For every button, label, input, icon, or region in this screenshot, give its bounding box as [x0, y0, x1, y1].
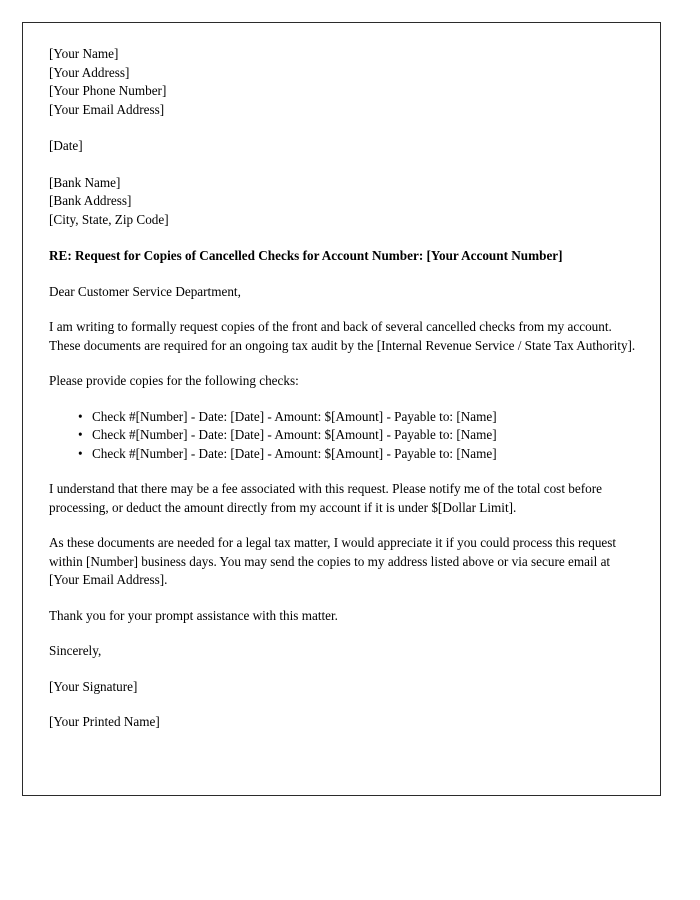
- sender-address-block: [49, 45, 637, 119]
- recipient-address-block: [49, 174, 637, 230]
- recipient-bank-name: [Bank Name]: [49, 174, 121, 190]
- check-item-text: Check #[Number] - Date: [Date] - Amount: $[Amount] - Payable to: [Name]: [92, 445, 497, 461]
- sender-name: [Your Name]: [49, 46, 119, 61]
- sender-address: [Your Address]: [49, 64, 130, 80]
- signature-placeholder: [Your Signature]: [49, 678, 138, 694]
- body-paragraph-thanks: Thank you for your prompt assistance with this matter.: [49, 607, 338, 623]
- subject-line: RE: Request for Copies of Cancelled Checks for Account Number: [Your Account Number]: [49, 248, 563, 263]
- sender-phone: [Your Phone Number]: [49, 83, 167, 98]
- bullet-icon: •: [78, 427, 83, 442]
- recipient-city-state-zip: [City, State, Zip Code]: [49, 211, 169, 227]
- printed-name-placeholder: [Your Printed Name]: [49, 714, 160, 729]
- bullet-icon: •: [78, 408, 83, 424]
- list-item: [78, 408, 637, 427]
- check-item-text: Check #[Number] - Date: [Date] - Amount: $[Amount] - Payable to: [Name]: [92, 427, 497, 442]
- sender-email: [Your Email Address]: [49, 101, 165, 117]
- salutation: Dear Customer Service Department,: [49, 283, 241, 299]
- list-item: [78, 426, 637, 445]
- check-item-text: Check #[Number] - Date: [Date] - Amount: $[Amount] - Payable to: [Name]: [92, 408, 497, 424]
- body-paragraph-fee: I understand that there may be a fee associated with this request. Please notify me of the total cost before processing, or deduct the amount directly from my account if it is under $[Dollar Limit].: [49, 481, 602, 515]
- body-paragraph-request: I am writing to formally request copies of the front and back of several cancelled checks from my account. These documents are required for an ongoing tax audit by the [Internal Revenue Service / State Tax Authority].: [49, 319, 636, 353]
- body-paragraph-list-intro: Please provide copies for the following checks:: [49, 373, 299, 388]
- body-paragraph-timeline: As these documents are needed for a legal tax matter, I would appreciate it if you could process this request within [Number] business days. You may send the copies to my address listed above or via secure email at [Your Email Address].: [49, 535, 617, 587]
- bullet-icon: •: [78, 445, 83, 461]
- check-list: [49, 408, 637, 464]
- date-block: [49, 137, 637, 156]
- letter-page: [22, 22, 661, 796]
- date-line: [Date]: [49, 138, 83, 153]
- letter-content: [49, 45, 637, 749]
- recipient-bank-address: [Bank Address]: [49, 193, 132, 208]
- list-item: [78, 445, 637, 464]
- closing: Sincerely,: [49, 643, 102, 658]
